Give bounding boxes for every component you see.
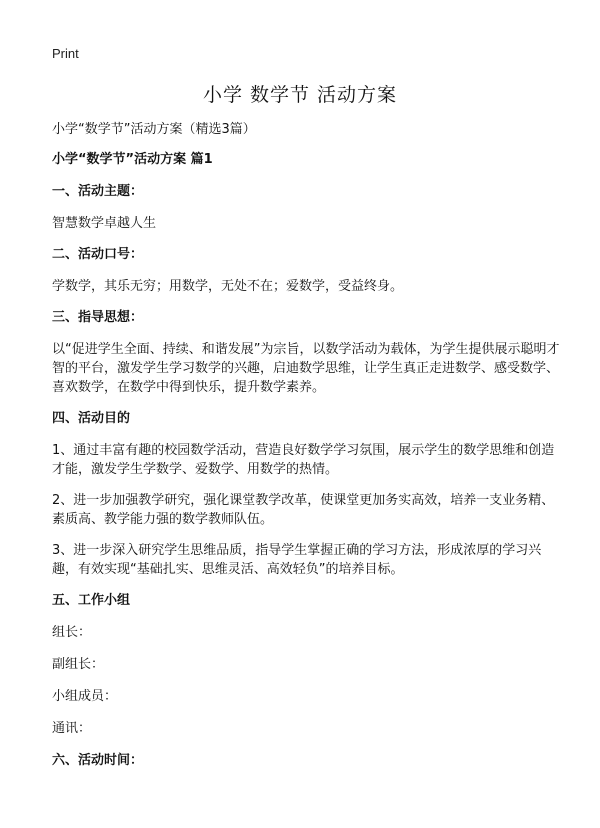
- guiding-idea-text: 以“促进学生全面、持续、和谐发展”为宗旨，以数学活动为载体，为学生提供展示聪明才智的平台，激发学生学习数学的兴趣，启迪数学思维，让学生真正走进数学、感受数学、喜欢数学，在数学中得到快乐，提升数学素养。: [52, 342, 560, 395]
- purpose-item-1: 1、通过丰富有趣的校园数学活动，营造良好数学学习氛围，展示学生的数学思维和创造才能，激发学生学数学、爱数学、用数学的热情。: [52, 443, 555, 477]
- purpose-item-2: 2、进一步加强教学研究，强化课堂教学改革，使课堂更加务实高效，培养一支业务精、素质高、教学能力强的数学教师队伍。: [52, 493, 555, 527]
- field-leader: 组长：: [52, 625, 92, 640]
- print-link[interactable]: Print: [52, 46, 79, 61]
- purpose-item-3: 3、进一步深入研究学生思维品质，指导学生掌握正确的学习方法，形成浓厚的学习兴趣，有效实现“基础扎实、思维灵活、高效轻负”的培养目标。: [52, 543, 542, 577]
- section-heading-theme: 一、活动主题：: [52, 184, 144, 199]
- section-title: 小学“数学节”活动方案 篇1: [52, 152, 213, 167]
- section-heading-slogan: 二、活动口号：: [52, 247, 144, 262]
- document-body: [52, 120, 560, 783]
- section-heading-work-group: 五、工作小组: [52, 593, 131, 608]
- document-subtitle: 小学“数学节”活动方案（精选3篇）: [52, 122, 256, 137]
- field-contact: 通讯：: [52, 721, 92, 736]
- section-heading-activity-time: 六、活动时间：: [52, 753, 144, 768]
- section-heading-guiding-idea: 三、指导思想：: [52, 310, 144, 325]
- theme-text: 智慧数学卓越人生: [52, 216, 157, 231]
- section-heading-purpose: 四、活动目的: [52, 411, 131, 426]
- field-group-members: 小组成员：: [52, 689, 118, 704]
- document-title: 小学 数学节 活动方案: [202, 84, 398, 106]
- slogan-text: 学数学，其乐无穷；用数学，无处不在；爱数学，受益终身。: [52, 279, 404, 294]
- field-deputy-leader: 副组长：: [52, 657, 105, 672]
